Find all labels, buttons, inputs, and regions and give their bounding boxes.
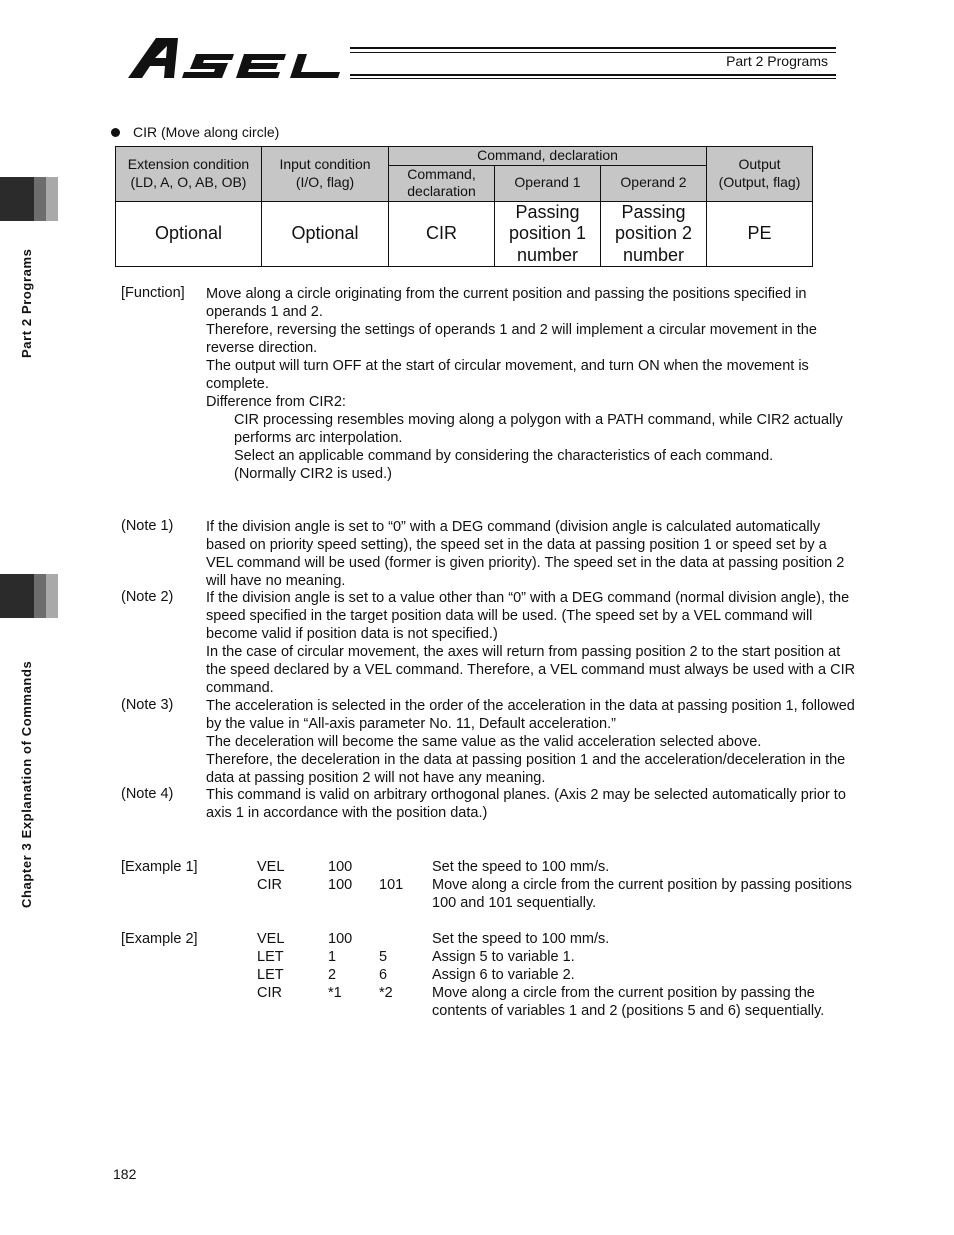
example-op1: 1 [328,949,337,965]
example-op2: 101 [379,877,404,893]
function-text [206,285,856,483]
cell-operand-1: Passing position 1 number [495,201,601,267]
note-paragraph: The acceleration is selected in the order of the acceleration in the data at passing position 1, followed by the value in “All-axis parameter No. 11, Default acceleration.” [206,698,855,732]
function-paragraph: Therefore, reversing the settings of operands 1 and 2 will implement a circular movement in the reverse direction. [206,322,817,356]
header-rule [350,74,836,76]
cell-operand-2: Passing position 2 number [601,201,707,267]
section-title: CIR (Move along circle) [133,124,280,140]
example-op1: *1 [328,985,342,1001]
header-output: Output (Output, flag) [707,147,813,202]
example-op2: 6 [379,967,388,983]
note-3-text [206,697,856,787]
note-paragraph: In the case of circular movement, the axes will return from passing position 2 to the start position at the speed declared by a VEL command. Therefore, a VEL command must always be used with a CIR command. [206,644,856,696]
note-2-label: (Note 2) [121,589,174,605]
page-number: 182 [113,1166,137,1182]
example-desc: Move along a circle from the current position by passing the contents of variables 1 and 2 (positions 5 and 6) sequentially. [432,985,825,1019]
example-cmd: VEL [257,931,285,947]
side-chapter-label: Chapter 3 Explanation of Commands [19,660,34,908]
example-op1: 2 [328,967,337,983]
example-op1: 100 [328,931,353,947]
header-input-condition: Input condition (I/O, flag) [262,147,389,202]
note-4-text [206,786,856,822]
header-command-group: Command, declaration [389,147,707,166]
command-table [115,146,951,267]
example-cmd: CIR [257,985,282,1001]
example-cmd: VEL [257,859,285,875]
example-op2: 5 [379,949,388,965]
note-3-label: (Note 3) [121,697,174,713]
side-part-label: Part 2 Programs [19,248,34,358]
note-2-text [206,589,856,697]
asel-logo [126,36,346,80]
note-paragraph: If the division angle is set to a value other than “0” with a DEG command (normal division angle), the speed specified in the target position data will be used. (The speed set by a VEL command will become valid if position data is not specified.) [206,590,850,642]
function-paragraph: Select an applicable command by considering the characteristics of each command. [234,448,774,464]
bullet-icon [111,128,120,137]
note-4-label: (Note 4) [121,786,174,802]
header-extension-condition: Extension condition (LD, A, O, AB, OB) [116,147,262,202]
example-desc: Set the speed to 100 mm/s. [432,931,610,947]
example-desc: Move along a circle from the current position by passing positions 100 and 101 sequentially. [432,877,852,911]
function-label: [Function] [121,285,185,301]
header-operand-1: Operand 1 [495,165,601,201]
example-cmd: CIR [257,877,282,893]
note-1-label: (Note 1) [121,518,174,534]
example-op2: *2 [379,985,393,1001]
note-paragraph: This command is valid on arbitrary orthogonal planes. (Axis 2 may be selected automatically prior to axis 1 in accordance with the position data.) [206,787,846,821]
example-desc: Assign 6 to variable 2. [432,967,575,983]
example-desc: Set the speed to 100 mm/s. [432,859,610,875]
cell-output: PE [707,201,813,267]
header-part-label: Part 2 Programs [726,53,828,69]
note-paragraph: If the division angle is set to “0” with a DEG command (division angle is calculated automatically based on priority speed setting), the speed set in the data at passing position 1 or speed set by a VEL command will be used (former is given priority). The speed set in the data at passing position 2 will have no meaning. [206,519,845,589]
function-paragraph: The output will turn OFF at the start of circular movement, and turn ON when the movement is complete. [206,358,809,392]
example-op1: 100 [328,877,353,893]
example-2-label: [Example 2] [121,931,198,947]
cell-input: Optional [262,201,389,267]
header-operand-2: Operand 2 [601,165,707,201]
note-paragraph: The deceleration will become the same value as the valid acceleration selected above. [206,734,762,750]
note-paragraph: Therefore, the deceleration in the data at passing position 1 and the acceleration/deceleration in the data at passing position 2 will not have any meaning. [206,752,846,786]
header-rule [350,78,836,79]
cell-command: CIR [389,201,495,267]
example-desc: Assign 5 to variable 1. [432,949,575,965]
note-1-text [206,518,856,590]
cell-extension: Optional [116,201,262,267]
side-tab-part [0,177,58,221]
example-cmd: LET [257,967,284,983]
example-op1: 100 [328,859,353,875]
example-cmd: LET [257,949,284,965]
function-paragraph: (Normally CIR2 is used.) [234,466,392,482]
example-1-label: [Example 1] [121,859,198,875]
side-tab-chapter [0,574,58,618]
function-paragraph: CIR processing resembles moving along a polygon with a PATH command, while CIR2 actually performs arc interpolation. [234,412,843,446]
header-command: Command, declaration [389,165,495,201]
header-rule [350,47,836,49]
function-paragraph: Move along a circle originating from the current position and passing the positions specified in operands 1 and 2. [206,286,807,320]
function-paragraph: Difference from CIR2: [206,394,346,410]
